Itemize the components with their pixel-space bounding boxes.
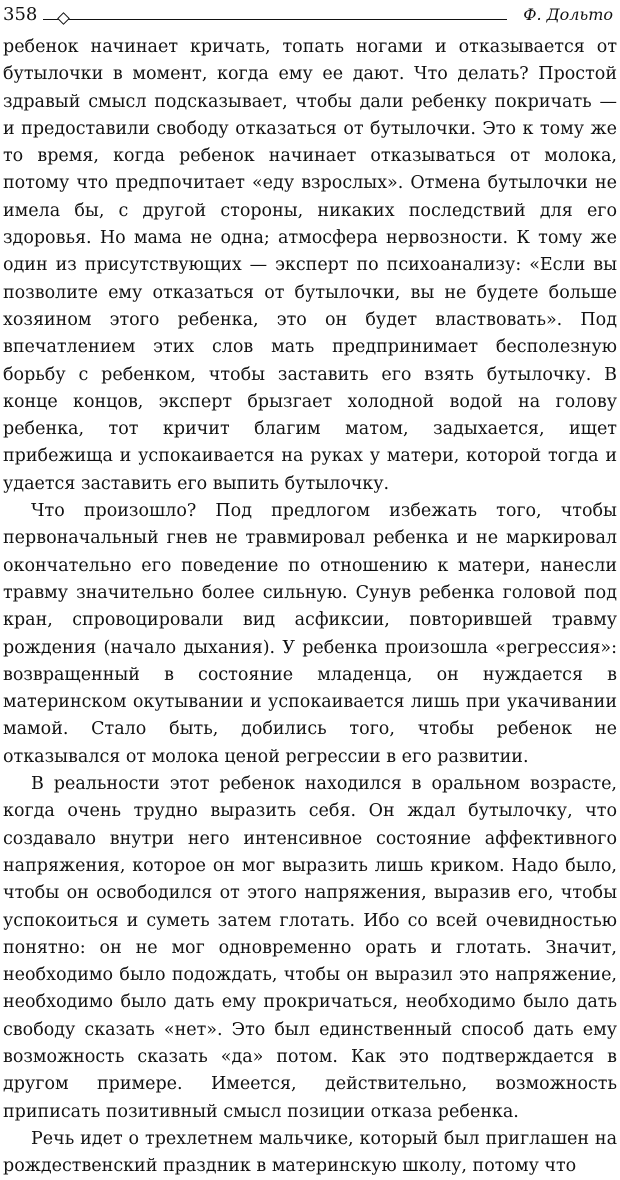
body-text xyxy=(3,34,617,1180)
diamond-ornament-icon xyxy=(57,12,70,25)
paragraph-4: Речь идет о трехлетнем мальчике, который был приглашен на рождественский праздник в материнскую школу, потому что xyxy=(3,1128,617,1177)
header-rule xyxy=(43,19,507,20)
page-number: 358 xyxy=(3,4,38,25)
paragraph-1: ребенок начинает кричать, топать ногами и отказывается от бутылочки в момент, когда ему ее дают. Что делать? Простой здравый смысл подсказывает, чтобы дали ребенку покричать — и предоставили свободу отказаться от бутылочки. Это к тому же то время, когда ребенок начинает отказываться от молока, потому что предпочитает «еду взрослых». Отмена бутылочки не имела бы, с другой стороны, никаких последствий для его здоровья. Но мама не одна; атмосфера нервозности. К тому же один из присутствующих — эксперт по психоанализу: «Если вы позволите ему отказаться от бутылочки, вы не будете больше хозяином этого ребенка, это он будет властвовать». Под впечатлением этих слов мать предпринимает бесполезную борьбу с ребенком, чтобы заставить его взять бутылочку. В конце концов, эксперт брызгает холодной водой на голову ребенка, тот кричит благим матом, задыхается, ищет прибежища и успокаивается на руках у матери, которой тогда и удается заставить его выпить бутылочку. xyxy=(3,37,617,494)
paragraph-2: Что произошло? Под предлогом избежать того, чтобы первоначальный гнев не травмировал ребенка и не маркировал окончательно его поведение по отношению к матери, нанесли травму значительно более сильную. Сунув ребенка головой под кран, спровоцировали вид асфиксии, повторившей травму рождения (начало дыхания). У ребенка произошла «регрессия»: возвращенный в состояние младенца, он нуждается в материнском окутывании и успокаивается лишь при укачивании мамой. Стало быть, добились того, чтобы ребенок не отказывался от молока ценой регрессии в его развитии. xyxy=(3,501,617,767)
page-header xyxy=(3,0,617,34)
running-head-author: Ф. Дольто xyxy=(523,5,613,24)
paragraph-3: В реальности этот ребенок находился в оральном возрасте, когда очень трудно выразить себя. Он ждал бутылочку, что создавало внутри него интенсивное состояние аффективного напряжения, которое он мог выразить лишь криком. Надо было, чтобы он освободился от этого напряжения, выразив его, чтобы успокоиться и суметь затем глотать. Ибо со всей очевидностью понятно: он не мог одновременно орать и глотать. Значит, необходимо было подождать, чтобы он выразил это напряжение, необходимо было дать ему прокричаться, необходимо было дать свободу сказать «нет». Это был единственный способ дать ему возможность сказать «да» потом. Как это подтверждается в другом примере. Имеется, действительно, возможность приписать позитивный смысл позиции отказа ребенка. xyxy=(3,774,617,1122)
